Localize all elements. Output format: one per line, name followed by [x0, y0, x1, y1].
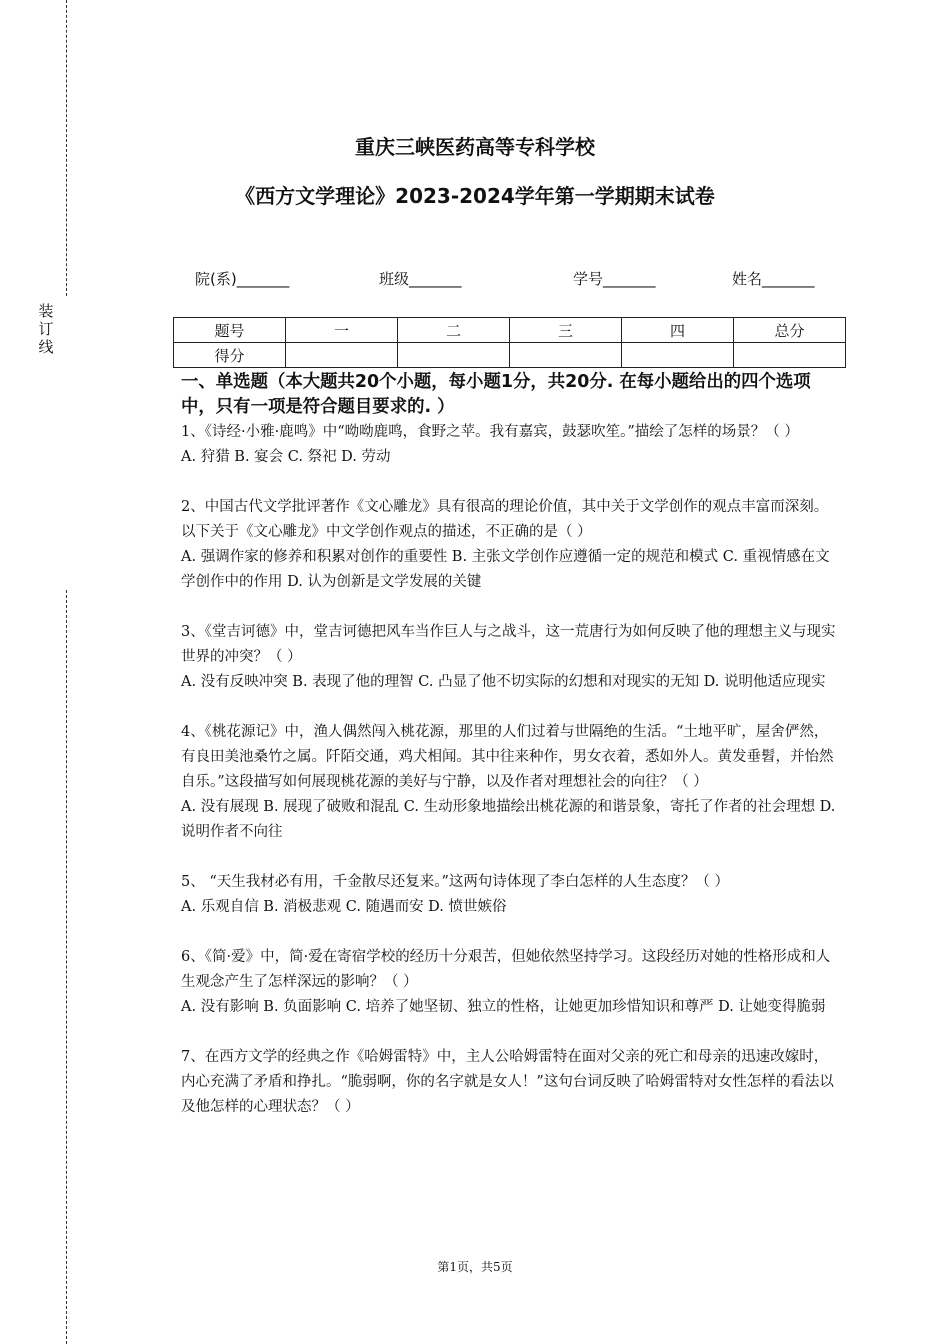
- question-item: [181, 720, 841, 845]
- score-table: [173, 317, 846, 368]
- score-table-header-cell: 题号: [174, 318, 286, 343]
- question-item: [181, 620, 841, 695]
- name-field: 姓名_______: [732, 270, 815, 288]
- department-field: 院(系)_______: [195, 270, 290, 288]
- score-table-header-cell: 三: [510, 318, 622, 343]
- question-stem: 4、《桃花源记》中，渔人偶然闯入桃花源，那里的人们过着与世隔绝的生活。“土地平旷，屋舍俨然，有良田美池桑竹之属。阡陌交通，鸡犬相闻。其中往来种作，男女衣着，悉如外人。黄发垂髫，并怡然自乐。”这段描写如何展现桃花源的美好与宁静，以及作者对理想社会的向往？（ ）: [181, 724, 834, 790]
- binding-label: 装订线: [38, 302, 54, 356]
- question-options: A. 强调作家的修养和积累对创作的重要性 B. 主张文学创作应遵循一定的规范和模式 C. 重视情感在文学创作中的作用 D. 认为创新是文学发展的关键: [181, 549, 830, 590]
- question-stem: 6、《简·爱》中，简·爱在寄宿学校的经历十分艰苦，但她依然坚持学习。这段经历对她的性格形成和人生观念产生了怎样深远的影响？（ ）: [181, 949, 831, 990]
- question-item: [181, 420, 841, 470]
- score-row-label: 得分: [174, 343, 286, 368]
- binding-line-bottom: [66, 590, 67, 1344]
- score-table-header-cell: 二: [398, 318, 510, 343]
- question-options: A. 没有反映冲突 B. 表现了他的理智 C. 凸显了他不切实际的幻想和对现实的无知 D. 说明他适应现实: [181, 674, 826, 690]
- score-cell[interactable]: [622, 343, 734, 368]
- question-stem: 1、《诗经·小雅·鹿鸣》中“呦呦鹿鸣，食野之苹。我有嘉宾，鼓瑟吹笙。”描绘了怎样的场景？（ ）: [181, 424, 799, 440]
- question-item: [181, 945, 841, 1020]
- question-stem: 2、中国古代文学批评著作《文心雕龙》具有很高的理论价值，其中关于文学创作的观点丰富而深刻。以下关于《文心雕龙》中文学创作观点的描述，不正确的是（ ）: [181, 499, 829, 540]
- student-id-field: 学号_______: [573, 270, 656, 288]
- score-cell[interactable]: [734, 343, 846, 368]
- section-heading: 一、单选题（本大题共20个小题，每小题1分，共20分. 在每小题给出的四个选项中，只有一项是符合题目要求的. ）: [181, 372, 811, 417]
- question-options: A. 乐观自信 B. 消极悲观 C. 随遇而安 D. 愤世嫉俗: [181, 899, 507, 915]
- question-item: [181, 870, 841, 920]
- question-stem: 7、在西方文学的经典之作《哈姆雷特》中，主人公哈姆雷特在面对父亲的死亡和母亲的迅速改嫁时，内心充满了矛盾和挣扎。“脆弱啊，你的名字就是女人！”这句台词反映了哈姆雷特对女性怎样的看法以及他怎样的心理状态？（ ）: [181, 1049, 834, 1115]
- question-item: [181, 1045, 841, 1120]
- score-table-header-cell: 总分: [734, 318, 846, 343]
- question-options: A. 没有影响 B. 负面影响 C. 培养了她坚韧、独立的性格，让她更加珍惜知识和尊严 D. 让她变得脆弱: [181, 999, 826, 1015]
- score-table-score-row: [174, 343, 846, 368]
- score-cell[interactable]: [286, 343, 398, 368]
- question-options: A. 没有展现 B. 展现了破败和混乱 C. 生动形象地描绘出桃花源的和谐景象，寄托了作者的社会理想 D. 说明作者不向往: [181, 799, 836, 840]
- score-table-header-row: [174, 318, 846, 343]
- score-cell[interactable]: [398, 343, 510, 368]
- class-field: 班级_______: [379, 270, 462, 288]
- page-footer: 第1页，共5页: [437, 1260, 513, 1274]
- score-table-header-cell: 一: [286, 318, 398, 343]
- question-stem: 5、 “天生我材必有用，千金散尽还复来。”这两句诗体现了李白怎样的人生态度？（ ）: [181, 874, 730, 890]
- score-cell[interactable]: [510, 343, 622, 368]
- score-table-header-cell: 四: [622, 318, 734, 343]
- school-title: 重庆三峡医药高等专科学校: [355, 135, 595, 159]
- question-options: A. 狩猎 B. 宴会 C. 祭祀 D. 劳动: [181, 449, 391, 465]
- exam-title: 《西方文学理论》2023-2024学年第一学期期末试卷: [235, 184, 715, 208]
- question-item: [181, 495, 841, 595]
- question-list: [181, 420, 841, 1145]
- question-stem: 3、《堂吉诃德》中，堂吉诃德把风车当作巨人与之战斗，这一荒唐行为如何反映了他的理想主义与现实世界的冲突？（ ）: [181, 624, 836, 665]
